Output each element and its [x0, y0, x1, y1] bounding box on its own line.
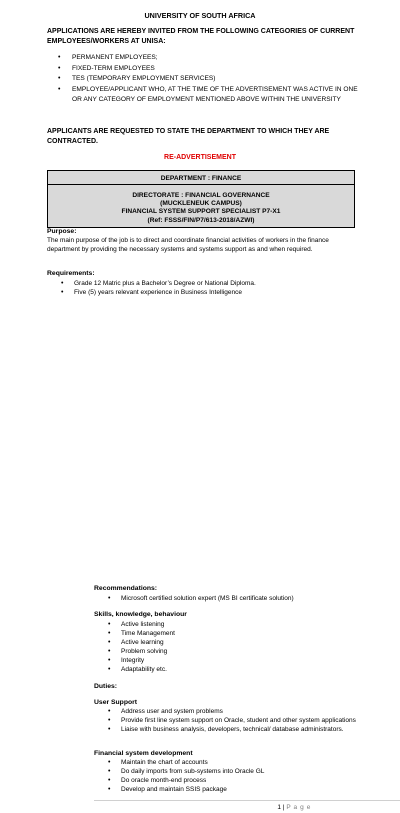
page-separator: |	[281, 804, 287, 811]
list-item: • Do daily imports from sub-systems into Oracle GL	[94, 768, 400, 777]
applicants-note: APPLICANTS ARE REQUESTED TO STATE THE DEPARTMENT TO WHICH THEY ARE CONTRACTED.	[47, 128, 330, 145]
list-item: • Integrity	[94, 657, 400, 666]
directorate-label: DIRECTORATE : FINANCIAL GOVERNANCE	[132, 192, 270, 199]
list-item: • Grade 12 Matric plus a Bachelor’s Degree or National Diploma.	[47, 280, 357, 289]
position-details	[48, 192, 354, 225]
list-item: • Develop and maintain SSIS package	[94, 786, 400, 795]
skills-list	[94, 621, 400, 674]
list-item: • Active learning	[94, 639, 400, 648]
financial-dev-list	[94, 759, 400, 795]
campus-label: (MUCKLENEUK CAMPUS)	[160, 200, 242, 208]
list-item: • Time Management	[94, 630, 400, 639]
intro-heading: APPLICATIONS ARE HEREBY INVITED FROM THE FOLLOWING CATEGORIES OF CURRENT EMPLOYEES/WORKERS AT UNISA:	[47, 28, 355, 45]
duties-heading: Duties:	[94, 683, 118, 690]
list-item: • Provide first line system support on Oracle, student and other system applications	[94, 717, 400, 726]
list-item: • PERMANENT EMPLOYEES;	[47, 53, 367, 64]
user-support-list	[94, 708, 400, 735]
page-label: P a g e	[286, 804, 311, 811]
page-header-title: UNIVERSITY OF SOUTH AFRICA	[144, 11, 256, 20]
list-item: • Problem solving	[94, 648, 400, 657]
recommendations-heading: Recommendations:	[94, 585, 158, 592]
list-item: • Address user and system problems	[94, 708, 400, 717]
purpose-heading: Purpose:	[47, 228, 77, 235]
list-item: • EMPLOYEE/APPLICANT WHO, AT THE TIME OF THE ADVERTISEMENT WAS ACTIVE IN ONE OR ANY CATEGORY OF EMPLOYMENT MENTIONED ABOVE WITHIN THE UNIVERSITY	[47, 85, 367, 106]
list-item: • Liaise with business analysis, developers, technical/ database administrators.	[94, 726, 400, 735]
list-item: • TES (TEMPORARY EMPLOYMENT SERVICES)	[47, 74, 367, 85]
requirements-list	[47, 280, 357, 811]
user-support-heading: User Support	[94, 699, 138, 706]
list-item: • Do oracle month-end process	[94, 777, 400, 786]
list-item: • Five (5) years relevant experience in Business Intelligence	[47, 289, 357, 298]
position-title: FINANCIAL SYSTEM SUPPORT SPECIALIST P7-X1	[121, 208, 281, 216]
employee-categories-list	[47, 53, 367, 106]
readvertisement-label: RE-ADVERTISEMENT	[164, 154, 236, 161]
list-item: • Adaptability etc.	[94, 666, 400, 675]
recommendations-list	[94, 595, 400, 604]
list-item: • Active listening	[94, 621, 400, 630]
list-item: • FIXED-TERM EMPLOYEES	[47, 64, 367, 75]
page-number: 1	[277, 804, 281, 811]
page-footer	[277, 804, 311, 813]
footer-divider	[94, 800, 400, 801]
list-item: • Maintain the chart of accounts	[94, 759, 400, 768]
requirements-heading: Requirements:	[47, 270, 95, 277]
box-divider	[48, 184, 354, 185]
position-info-box	[47, 170, 355, 228]
reference-number: (Ref: FSSS/FIN/P7/613-2018/AZWI)	[147, 216, 255, 224]
skills-heading: Skills, knowledge, behaviour	[94, 611, 187, 618]
department-label: DEPARTMENT : FINANCE	[160, 175, 242, 182]
purpose-text: The main purpose of the job is to direct and coordinate financial activities of workers in the finance department by providing the necessary systems and systems support as and when required.	[47, 237, 329, 253]
financial-dev-heading: Financial system development	[94, 750, 193, 757]
list-item: • Microsoft certified solution expert (MS BI certificate solution)	[94, 595, 400, 604]
